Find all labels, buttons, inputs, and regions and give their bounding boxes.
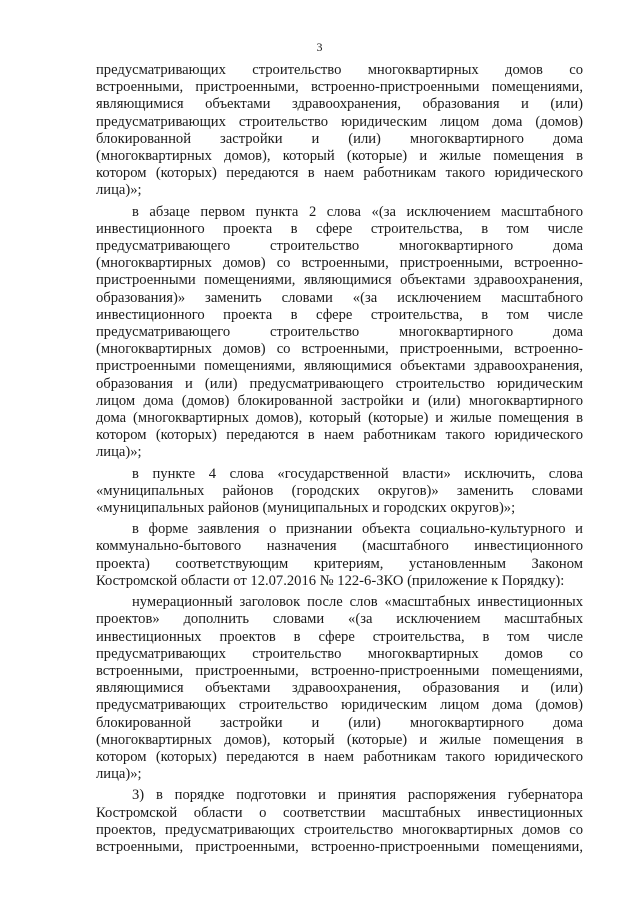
text-line: образования и (или) предусматривающего строительство юридическим [96, 375, 583, 392]
text-line: лица)»; [96, 444, 142, 461]
text-line: котором (которых) передаются в наем работникам такого юридического [96, 748, 583, 765]
text-line: лица)»; [96, 766, 142, 783]
text-line: в форме заявления о признании объекта социально-культурного и [132, 521, 583, 538]
page-number: 3 [316, 40, 323, 54]
text-line: предусматривающего строительство многоквартирного дома [96, 238, 583, 255]
text-line: Костромской области от 12.07.2016 № 122-6-ЗКО (приложение к Порядку): [96, 572, 565, 589]
text-line: предусматривающих строительство многоквартирных домов со [96, 645, 583, 662]
text-line: проекта) соответствующим критериям, установленным Законом [96, 555, 583, 572]
text-line: в абзаце первом пункта 2 слова «(за исключением масштабного [132, 203, 583, 220]
text-line: котором (которых) передаются в наем работникам такого юридического [96, 427, 583, 444]
paragraph [96, 594, 583, 783]
text-line: Костромской области о соответствии масштабных инвестиционных [96, 804, 583, 821]
text-line: проектов» дополнить словами «(за исключением масштабных [96, 611, 583, 628]
text-line: дома (многоквартирных домов), который (которые) и жилые помещения в [96, 410, 583, 427]
text-line: инвестиционного проекта в сфере строительства, в том числе [96, 220, 583, 237]
text-line: предусматривающего строительство многоквартирного дома [96, 324, 583, 341]
text-line: нумерационный заголовок после слов «масштабных инвестиционных [132, 594, 583, 611]
text-line: являющимися объектами здравоохранения, образования и (или) [96, 96, 583, 113]
paragraph [96, 521, 583, 590]
text-line: коммунально-бытового назначения (масштабного инвестиционного [96, 538, 583, 555]
text-line: встроенными, пристроенными, встроенно-пристроенными помещениями, [96, 662, 583, 679]
text-line: (многоквартирных домов) со встроенными, пристроенными, встроенно- [96, 255, 583, 272]
text-line: блокированной застройки и (или) многоквартирного дома [96, 714, 583, 731]
text-line: предусматривающих строительство юридическим лицом дома (домов) [96, 113, 583, 130]
text-line: проектов, предусматривающих строительство многоквартирных домов со [96, 821, 583, 838]
text-line: «муниципальных районов (городских округов)» заменить словами [96, 482, 583, 499]
text-line: инвестиционного проекта в сфере строительства, в том числе [96, 306, 583, 323]
text-line: (многоквартирных домов), который (которые) и жилые помещения в [96, 148, 583, 165]
paragraph [96, 787, 583, 856]
text-line: являющимися объектами здравоохранения, образования и (или) [96, 680, 583, 697]
text-line: лица)»; [96, 182, 142, 199]
text-line: встроенными, пристроенными, встроенно-пристроенными помещениями, [96, 79, 583, 96]
paragraph [96, 204, 583, 462]
text-line: 3) в порядке подготовки и принятия распоряжения губернатора [132, 787, 583, 804]
document-body [96, 62, 583, 860]
text-line: котором (которых) передаются в наем работникам такого юридического [96, 165, 583, 182]
paragraph [96, 466, 583, 518]
text-line: лицом дома (домов) блокированной застройки и (или) многоквартирного [96, 392, 583, 409]
text-line: встроенными, пристроенными, встроенно-пристроенными помещениями, [96, 838, 583, 855]
text-line: блокированной застройки и (или) многоквартирного дома [96, 130, 583, 147]
text-line: пристроенными помещениями, являющимися объектами здравоохранения, [96, 358, 583, 375]
text-line: (многоквартирных домов), который (которые) и жилые помещения в [96, 731, 583, 748]
text-line: «муниципальных районов (муниципальных и городских округов)»; [96, 500, 516, 517]
text-line: в пункте 4 слова «государственной власти» исключить, слова [132, 465, 583, 482]
text-line: (многоквартирных домов) со встроенными, пристроенными, встроенно- [96, 341, 583, 358]
text-line: предусматривающих строительство многоквартирных домов со [96, 62, 583, 78]
paragraph [96, 62, 583, 200]
text-line: образования)» заменить словами «(за исключением масштабного [96, 289, 583, 306]
text-line: инвестиционных проектов в сфере строительства, в том числе [96, 628, 583, 645]
text-line: предусматривающих строительство юридическим лицом дома (домов) [96, 697, 583, 714]
text-line: пристроенными помещениями, являющимися объектами здравоохранения, [96, 272, 583, 289]
